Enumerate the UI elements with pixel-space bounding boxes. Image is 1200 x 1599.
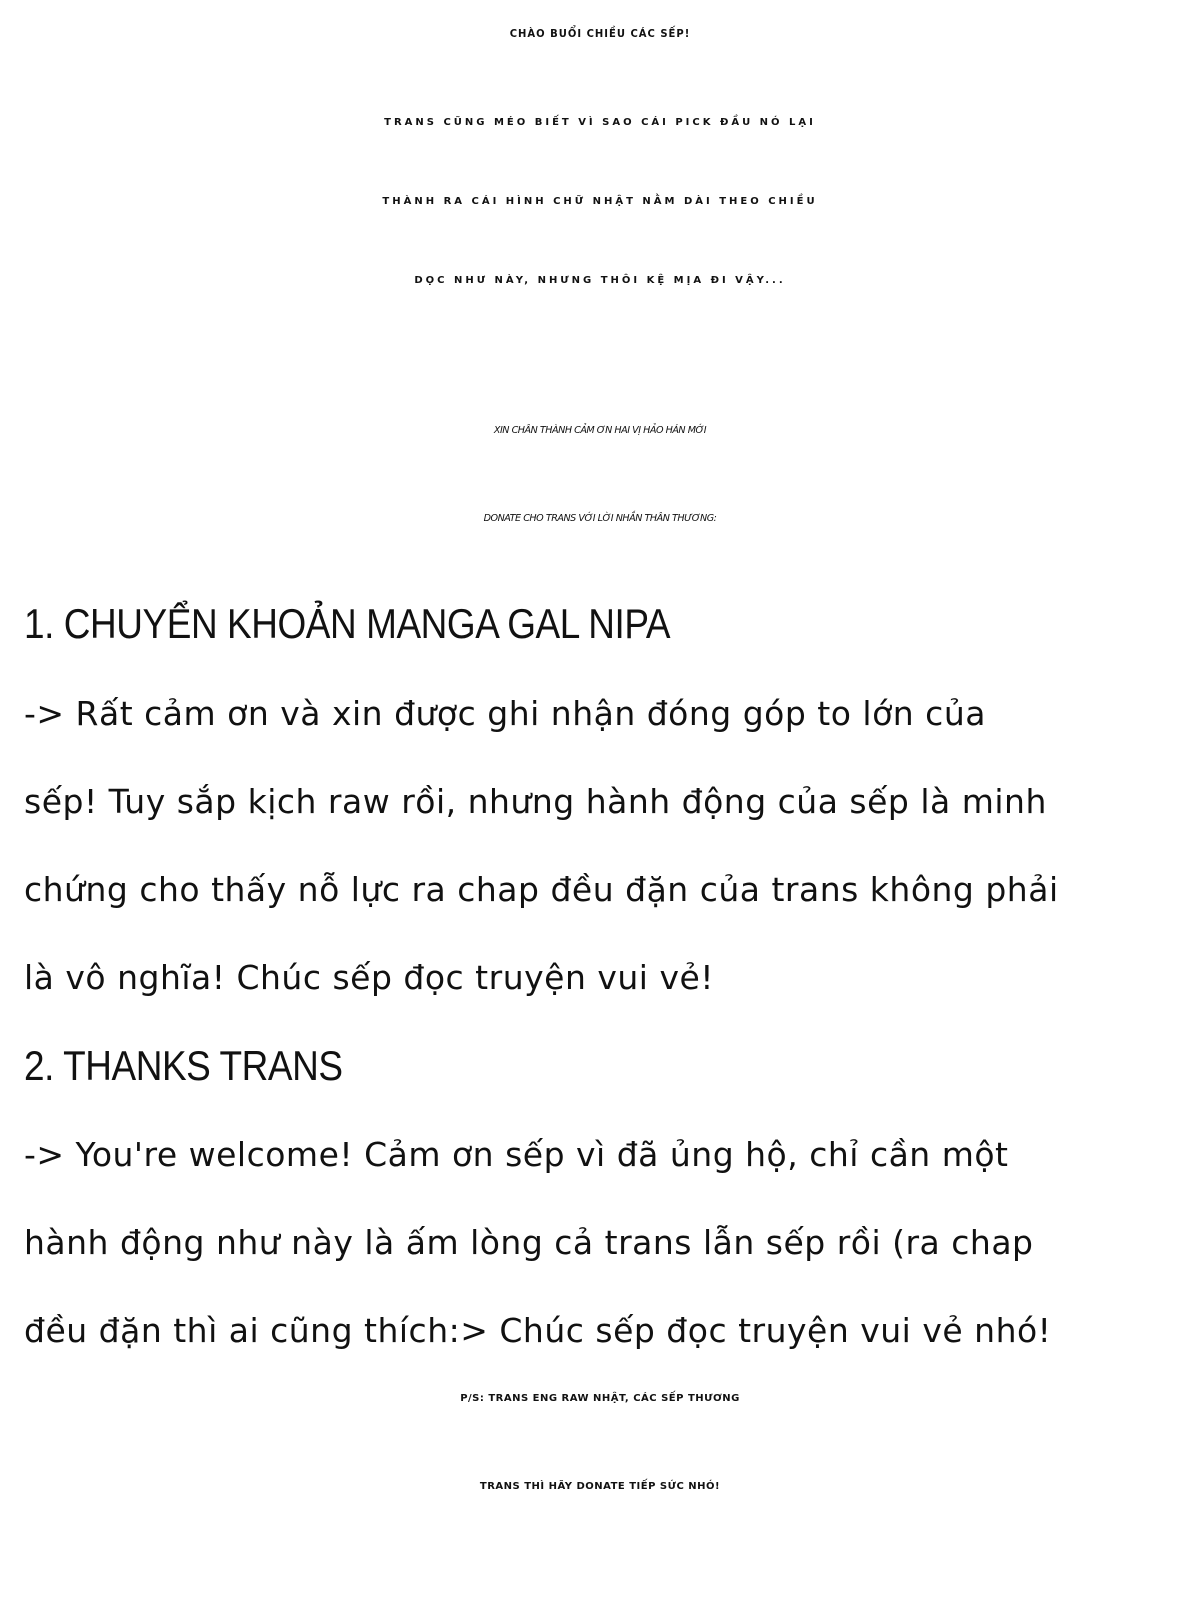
page-title: CHÀO BUỔI CHIỀU CÁC SẾP! bbox=[509, 28, 691, 41]
postscript-line-2: TRANS THÌ HÃY DONATE TIẾP SỨC NHÓ! bbox=[479, 1481, 721, 1492]
donor-2-heading: 2. THANKS TRANS bbox=[24, 1042, 343, 1089]
donor-1-reply-line-1: -> Rất cảm ơn và xin được ghi nhận đóng góp to lớn của bbox=[24, 694, 986, 733]
donor-2-reply-line-1: -> You're welcome! Cảm ơn sếp vì đã ủng hộ, chỉ cần một bbox=[24, 1135, 1009, 1174]
donor-2-reply-line-2: hành động như này là ấm lòng cả trans lẫn sếp rồi (ra chap bbox=[24, 1223, 1034, 1262]
donor-1-heading: 1. CHUYỂN KHOẢN MANGA GAL NIPA bbox=[24, 600, 671, 647]
donor-1-reply-line-4: là vô nghĩa! Chúc sếp đọc truyện vui vẻ! bbox=[24, 958, 715, 997]
donor-1-reply-line-3: chứng cho thấy nỗ lực ra chap đều đặn của trans không phải bbox=[24, 870, 1059, 909]
donor-1-reply-line-2: sếp! Tuy sắp kịch raw rồi, nhưng hành động của sếp là minh bbox=[24, 782, 1047, 821]
postscript-line-1: P/S: TRANS ENG RAW NHẬT, CÁC SẾP THƯƠNG bbox=[460, 1393, 740, 1404]
thanks-line-2: DONATE CHO TRANS VỚI LỜI NHẮN THÂN THƯƠNG: bbox=[483, 513, 717, 524]
intro-line-1: TRANS CŨNG MÉO BIẾT VÌ SAO CÁI PICK ĐẦU NÓ LẠI bbox=[384, 117, 816, 128]
donor-2-reply-line-3: đều đặn thì ai cũng thích:> Chúc sếp đọc truyện vui vẻ nhó! bbox=[24, 1311, 1052, 1350]
thanks-line-1: XIN CHÂN THÀNH CẢM ƠN HAI VỊ HẢO HÁN MỚI bbox=[493, 425, 707, 436]
intro-line-3: DỌC NHƯ NÀY, NHƯNG THÔI KỆ MỊA ĐI VẬY... bbox=[414, 275, 786, 286]
intro-line-2: THÀNH RA CÁI HÌNH CHỮ NHẬT NẰM DÀI THEO CHIỀU bbox=[382, 196, 818, 207]
